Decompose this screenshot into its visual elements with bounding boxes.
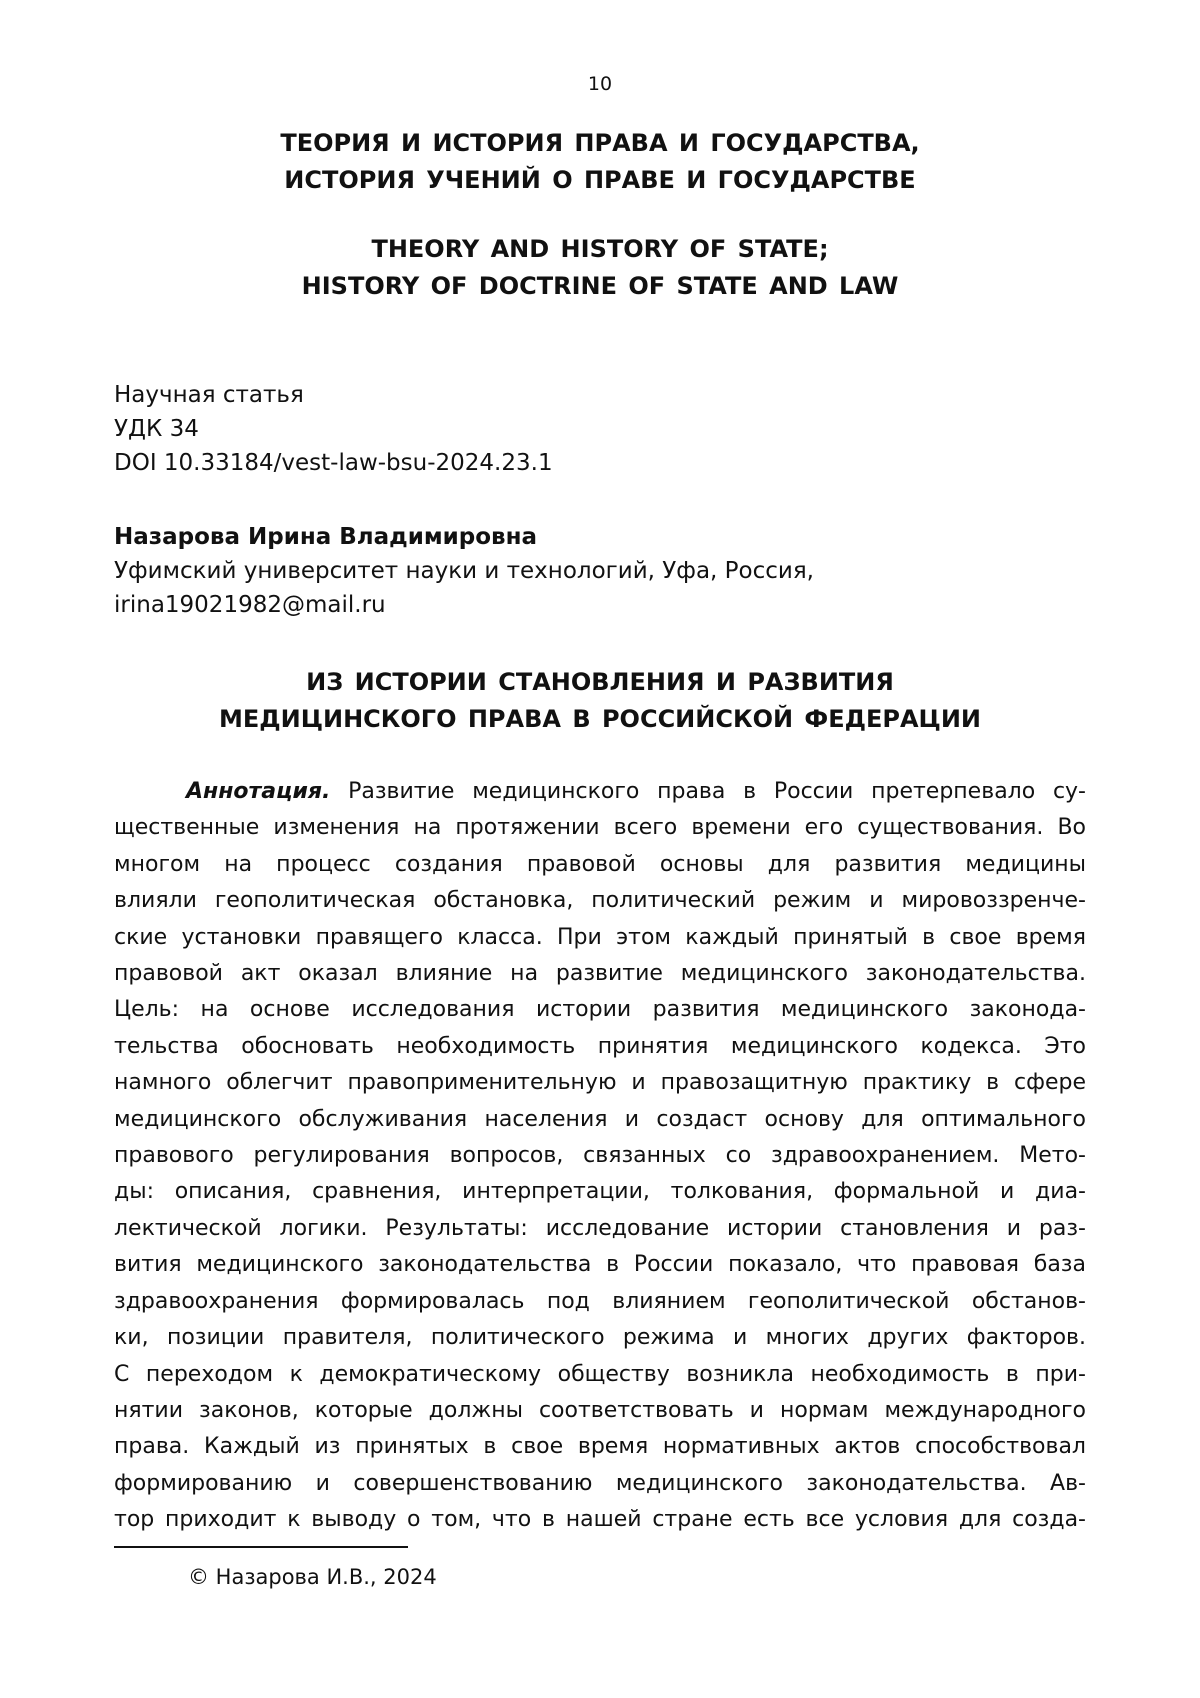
abstract-line: медицинского обслуживания населения и создаст основу для оптимального bbox=[114, 1106, 1086, 1132]
abstract-line: вития медицинского законодательства в России показало, что правовая база bbox=[114, 1252, 1086, 1278]
section-heading-ru-line-1: ТЕОРИЯ И ИСТОРИЯ ПРАВА И ГОСУДАРСТВА, bbox=[280, 129, 920, 157]
udk-code: УДК 34 bbox=[114, 416, 199, 442]
abstract-line: лектической логики. Результаты: исследование истории становления и раз- bbox=[114, 1215, 1086, 1241]
abstract-line: многом на процесс создания правовой основы для развития медицины bbox=[114, 851, 1086, 877]
abstract-line: права. Каждый из принятых в свое время нормативных актов способствовал bbox=[114, 1434, 1086, 1460]
abstract-line: ки, позиции правителя, политического режима и многих других факторов. bbox=[114, 1325, 1086, 1351]
article-metadata bbox=[114, 378, 1074, 480]
author-affiliation: Уфимский университет науки и технологий, Уфа, Россия, bbox=[114, 558, 814, 584]
abstract-line: нятии законов, которые должны соответствовать и нормам международного bbox=[114, 1397, 1086, 1423]
abstract-line bbox=[114, 774, 1086, 810]
section-heading-english bbox=[100, 231, 1100, 305]
abstract-line: здравоохранения формировалась под влиянием геополитической обстанов- bbox=[114, 1288, 1086, 1314]
abstract-line: С переходом к демократическому обществу возникла необходимость в при- bbox=[114, 1361, 1086, 1387]
article-title-line-2: МЕДИЦИНСКОГО ПРАВА В РОССИЙСКОЙ ФЕДЕРАЦИИ bbox=[218, 705, 981, 733]
abstract-line: намного облегчит правоприменительную и правозащитную практику в сфере bbox=[114, 1070, 1086, 1096]
abstract-label: Аннотация. bbox=[186, 779, 331, 804]
page-number: 10 bbox=[587, 73, 613, 95]
section-heading-en-line-2: HISTORY OF DOCTRINE OF STATE AND LAW bbox=[301, 272, 899, 300]
abstract-first-line-text: Развитие медицинского права в России претерпевало су- bbox=[330, 779, 1086, 804]
abstract-line: влияли геополитическая обстановка, политический режим и мировоззренче- bbox=[114, 888, 1086, 914]
copyright-footnote: © Назарова И.В., 2024 bbox=[188, 1565, 437, 1589]
footnote-divider bbox=[114, 1546, 408, 1548]
section-heading-russian bbox=[100, 125, 1100, 199]
abstract-line: правового регулирования вопросов, связанных со здравоохранением. Мето- bbox=[114, 1143, 1086, 1169]
doi: DOI 10.33184/vest-law-bsu-2024.23.1 bbox=[114, 450, 553, 476]
abstract bbox=[114, 774, 1086, 1539]
abstract-line: формированию и совершенствованию медицинского законодательства. Ав- bbox=[114, 1470, 1086, 1496]
author-info bbox=[114, 520, 1074, 622]
author-email: irina19021982@mail.ru bbox=[114, 592, 386, 618]
abstract-line: тельства обосновать необходимость принятия медицинского кодекса. Это bbox=[114, 1033, 1086, 1059]
article-title-line-1: ИЗ ИСТОРИИ СТАНОВЛЕНИЯ И РАЗВИТИЯ bbox=[306, 668, 894, 696]
abstract-line: правовой акт оказал влияние на развитие медицинского законодательства. bbox=[114, 961, 1086, 987]
abstract-line: ские установки правящего класса. При этом каждый принятый в свое время bbox=[114, 924, 1086, 950]
section-heading-en-line-1: THEORY AND HISTORY OF STATE; bbox=[371, 235, 829, 263]
author-name: Назарова Ирина Владимировна bbox=[114, 524, 537, 550]
abstract-line: тор приходит к выводу о том, что в нашей стране есть все условия для созда- bbox=[114, 1507, 1086, 1533]
section-heading-ru-line-2: ИСТОРИЯ УЧЕНИЙ О ПРАВЕ И ГОСУДАРСТВЕ bbox=[284, 166, 916, 194]
article-title bbox=[100, 664, 1100, 738]
abstract-line: Цель: на основе исследования истории развития медицинского законода- bbox=[114, 997, 1086, 1023]
abstract-line: ды: описания, сравнения, интерпретации, толкования, формальной и диа- bbox=[114, 1179, 1086, 1205]
abstract-line: щественные изменения на протяжении всего времени его существования. Во bbox=[114, 815, 1086, 841]
article-type: Научная статья bbox=[114, 382, 304, 408]
